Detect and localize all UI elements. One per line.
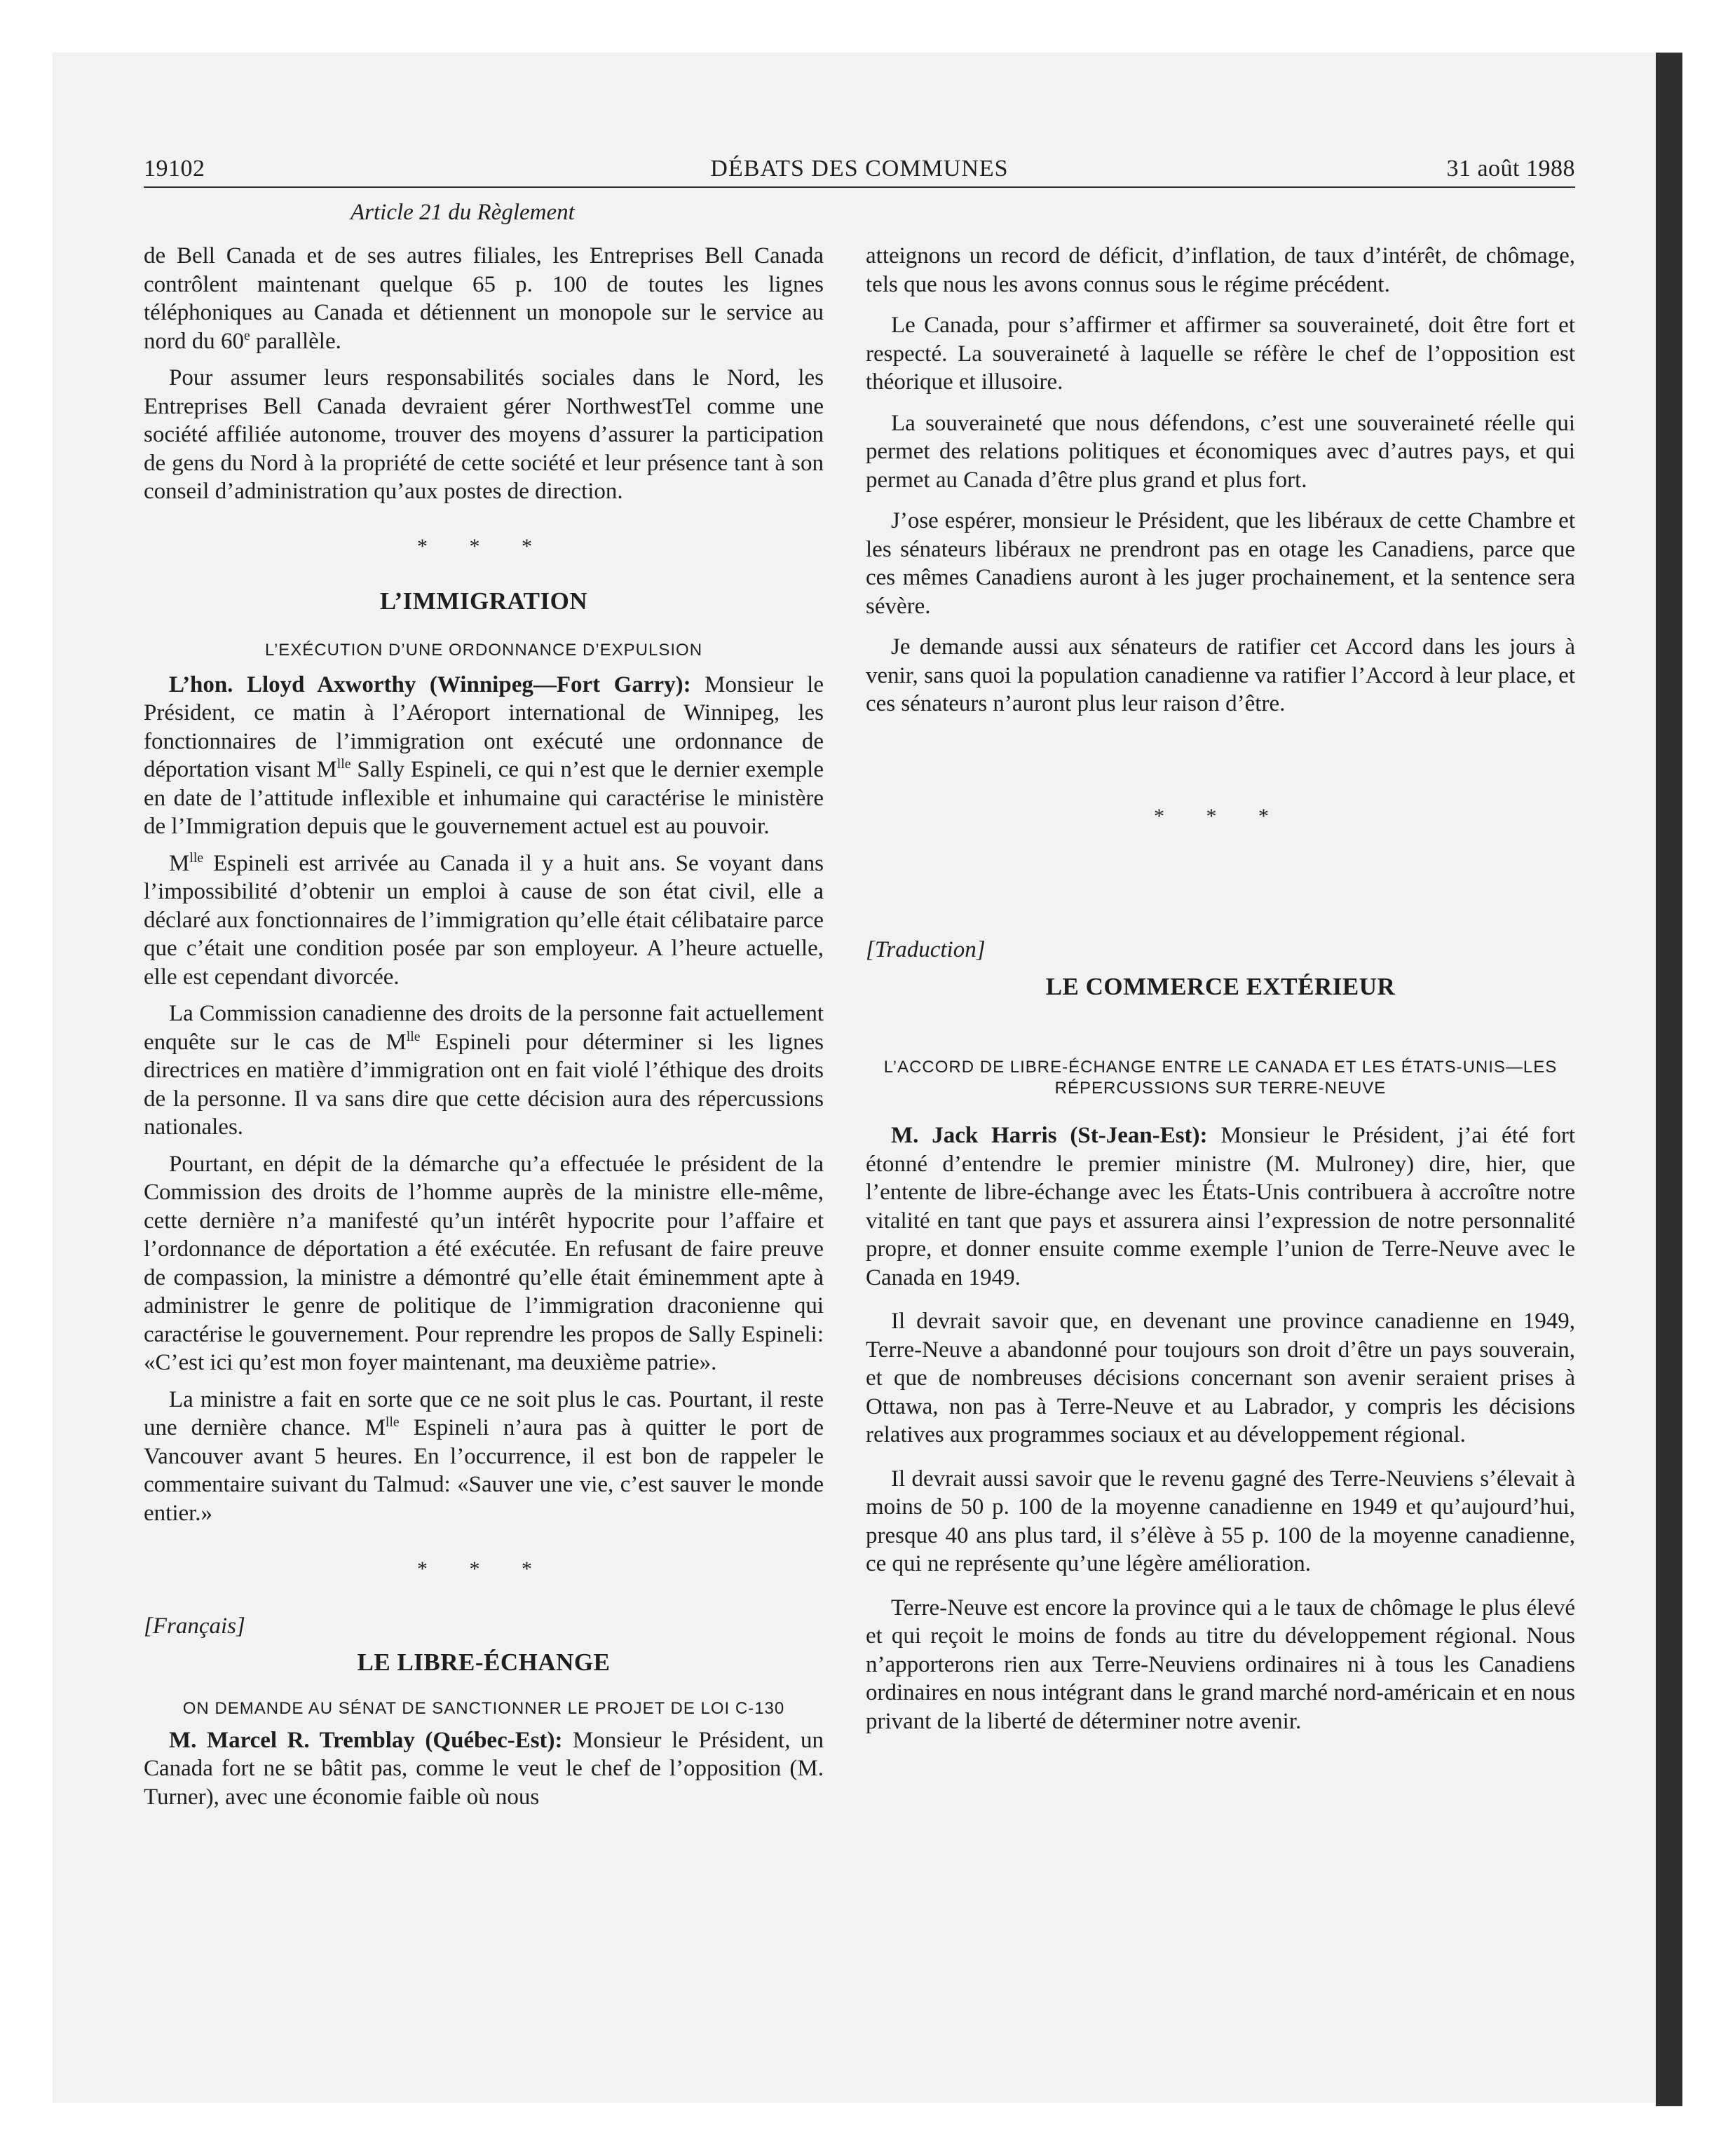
section-subheading: L’ACCORD DE LIBRE-ÉCHANGE ENTRE LE CANADA ET LES ÉTATS-UNIS—LES RÉPERCUSSIONS SUR TERRE-NEUVE <box>883 1058 1558 1098</box>
speaker-name: M. Jack Harris (St-Jean-Est): <box>891 1123 1208 1148</box>
paragraph: Terre-Neuve est encore la province qui a le taux de chômage le plus élevé et qui reçoit le moins de fonds au titre du développement régional. Nous n’apporterons rien aux Terre-Neuviens ordinaires ni à tous les Canadiens ordinaires en nous intégrant dans le grand marché nord-américain et en nous privant de la liberté de déterminer notre avenir. <box>866 1595 1575 1734</box>
paragraph: La Commission canadienne des droits de la personne fait actuellement enquête sur le cas de $M^{lle}$ Espineli pour déterminer si les lignes directrices en matière d’immigration ont en fait violé l’éthique des droits de la personne. Il va sans dire que cette décision aura des répercussions nationales. <box>144 1001 824 1140</box>
paragraph: M. Jack Harris (St-Jean-Est): Monsieur le Président, j’ai été fort étonné d’entendre le premier ministre (M. Mulroney) dire, hier, que l’entente de libre-échange avec les États-Unis contribuera à accroître notre vitalité en tant que pays et assurera ainsi l’expression de notre personnalité propre, et donner ensuite comme exemple l’union de Terre-Neuve avec le Canada en 1949. <box>866 1123 1575 1290</box>
section-heading: LE LIBRE-ÉCHANGE <box>357 1649 611 1676</box>
speaker-name: M. Marcel R. Tremblay (Québec-Est): <box>169 1727 563 1753</box>
section-separator: * * * <box>1154 804 1287 828</box>
publication-title: DÉBATS DES COMMUNES <box>710 156 1009 182</box>
paragraph: Il devrait aussi savoir que le revenu gagné des Terre-Neuviens s’élevait à moins de 50 p. 100 de la moyenne canadienne en 1949 et qu’aujourd’hui, presque 40 ans plus tard, il s’élève à 55 p. 100 de la moyenne canadienne, ce qui ne représente qu’une légère amélioration. <box>866 1466 1575 1576</box>
section-heading: LE COMMERCE EXTÉRIEUR <box>1045 972 1396 1000</box>
paragraph: La souveraineté que nous défendons, c’est une souveraineté réelle qui permet des relations politiques et économiques avec d’autres pays, et qui permet au Canada d’être plus grand et plus fort. <box>866 410 1575 493</box>
right-column <box>866 242 1575 1744</box>
page-header <box>144 153 1575 188</box>
paragraph: Il devrait savoir que, en devenant une province canadienne en 1949, Terre-Neuve a abandonné pour toujours son droit d’être un pays souverain, et que de nombreuses décisions concernant son avenir seraient prises à Ottawa, non pas à Terre-Neuve et au Labrador, y compris les décisions relatives aux programmes sociaux et au développement régional. <box>866 1309 1575 1447</box>
paragraph: de Bell Canada et de ses autres filiales, les Entreprises Bell Canada contrôlent maintenant quelque 65 p. 100 de toutes les lignes téléphoniques au Canada et détiennent un monopole sur le service au nord du 60e parallèle. <box>144 243 824 354</box>
section-heading: L’IMMIGRATION <box>379 587 588 615</box>
paragraph: Pourtant, en dépit de la démarche qu’a effectuée le président de la Commission des droits de l’homme auprès de la ministre elle-même, cette dernière n’a manifesté qu’un intérêt hypocrite pour l’affaire et l’ordonnance de déportation a été exécutée. En refusant de faire preuve de compassion, la ministre a démontré qu’elle était éminemment apte à administrer le genre de politique de l’immigration draconienne qui caractérise le gouvernement. Pour reprendre les propos de Sally Espineli: «C’est ici qu’est mon foyer maintenant, ma deuxième patrie». <box>144 1151 824 1375</box>
left-column <box>144 242 824 1820</box>
page-date: 31 août 1988 <box>1446 156 1575 182</box>
paragraph: J’ose espérer, monsieur le Président, que les libéraux de cette Chambre et les sénateurs libéraux ne prendront pas en otage les Canadiens, parce que ces mêmes Canadiens auront à les juger prochainement, et la sentence sera sévère. <box>866 508 1575 619</box>
paragraph: $M^{lle}$ Espineli est arrivée au Canada il y a huit ans. Se voyant dans l’impossibilité d’obtenir un emploi à cause de son état civil, elle a déclaré aux fonctionnaires de l’immigration qu’elle était célibataire parce que c’était une condition posée par son employeur. A l’heure actuelle, elle est cependant divorcée. <box>144 850 824 990</box>
section-subheading: ON DEMANDE AU SÉNAT DE SANCTIONNER LE PROJET DE LOI C-130 <box>182 1698 785 1718</box>
language-tag: [Traduction] <box>866 937 986 962</box>
page-number: 19102 <box>144 156 205 182</box>
paragraph: La ministre a fait en sorte que ce ne soit plus le cas. Pourtant, il reste une dernière chance. $M^{lle}$ Espineli n’aura pas à quitter le port de Vancouver avant 5 heures. En l’occurrence, il est bon de rappeler le commentaire suivant du Talmud: «Sauver une vie, c’est sauver le monde entier.» <box>144 1386 824 1526</box>
scan-edge <box>1656 53 1682 2106</box>
paragraph: L’hon. Lloyd Axworthy (Winnipeg—Fort Garry): Monsieur le Président, ce matin à l’Aéroport international de Winnipeg, les fonctionnaires de l’immigration ont exécuté une ordonnance de déportation visant $M^{lle}$ Sally Espineli, ce qui n’est que le dernier exemple en date de l’attitude inflexible et inhumaine qui caractérise le ministère de l’Immigration depuis que le gouvernement actuel est au pouvoir. <box>144 671 824 839</box>
section-separator: * * * <box>417 1557 550 1581</box>
paragraph: Je demande aussi aux sénateurs de ratifier cet Accord dans les jours à venir, sans quoi la population canadienne va ratifier l’Accord à leur place, et ces sénateurs n’auront plus leur raison d’être. <box>866 634 1575 716</box>
paragraph: M. Marcel R. Tremblay (Québec-Est): Monsieur le Président, un Canada fort ne se bâtit pas, comme le veut le chef de l’opposition (M. Turner), avec une économie faible où nous <box>144 1727 824 1810</box>
rubric-title: Article 21 du Règlement <box>351 200 575 225</box>
paragraph: Le Canada, pour s’affirmer et affirmer sa souveraineté, doit être fort et respecté. La souveraineté à laquelle se réfère le chef de l’opposition est théorique et illusoire. <box>866 313 1575 395</box>
speaker-name: L’hon. Lloyd Axworthy (Winnipeg—Fort Garry): <box>169 671 691 697</box>
paragraph: atteignons un record de déficit, d’inflation, de taux d’intérêt, de chômage, tels que nous les avons connus sous le régime précédent. <box>866 243 1575 297</box>
language-tag: [Français] <box>144 1613 245 1639</box>
paragraph: Pour assumer leurs responsabilités sociales dans le Nord, les Entreprises Bell Canada devraient gérer NorthwestTel comme une société affiliée autonome, trouver des moyens d’assurer la participation de gens du Nord à la propriété de cette société et leur présence tant à son conseil d’administration qu’aux postes de direction. <box>144 365 824 504</box>
section-separator: * * * <box>417 534 550 558</box>
section-subheading: L’EXÉCUTION D’UNE ORDONNANCE D’EXPULSION <box>264 640 703 660</box>
